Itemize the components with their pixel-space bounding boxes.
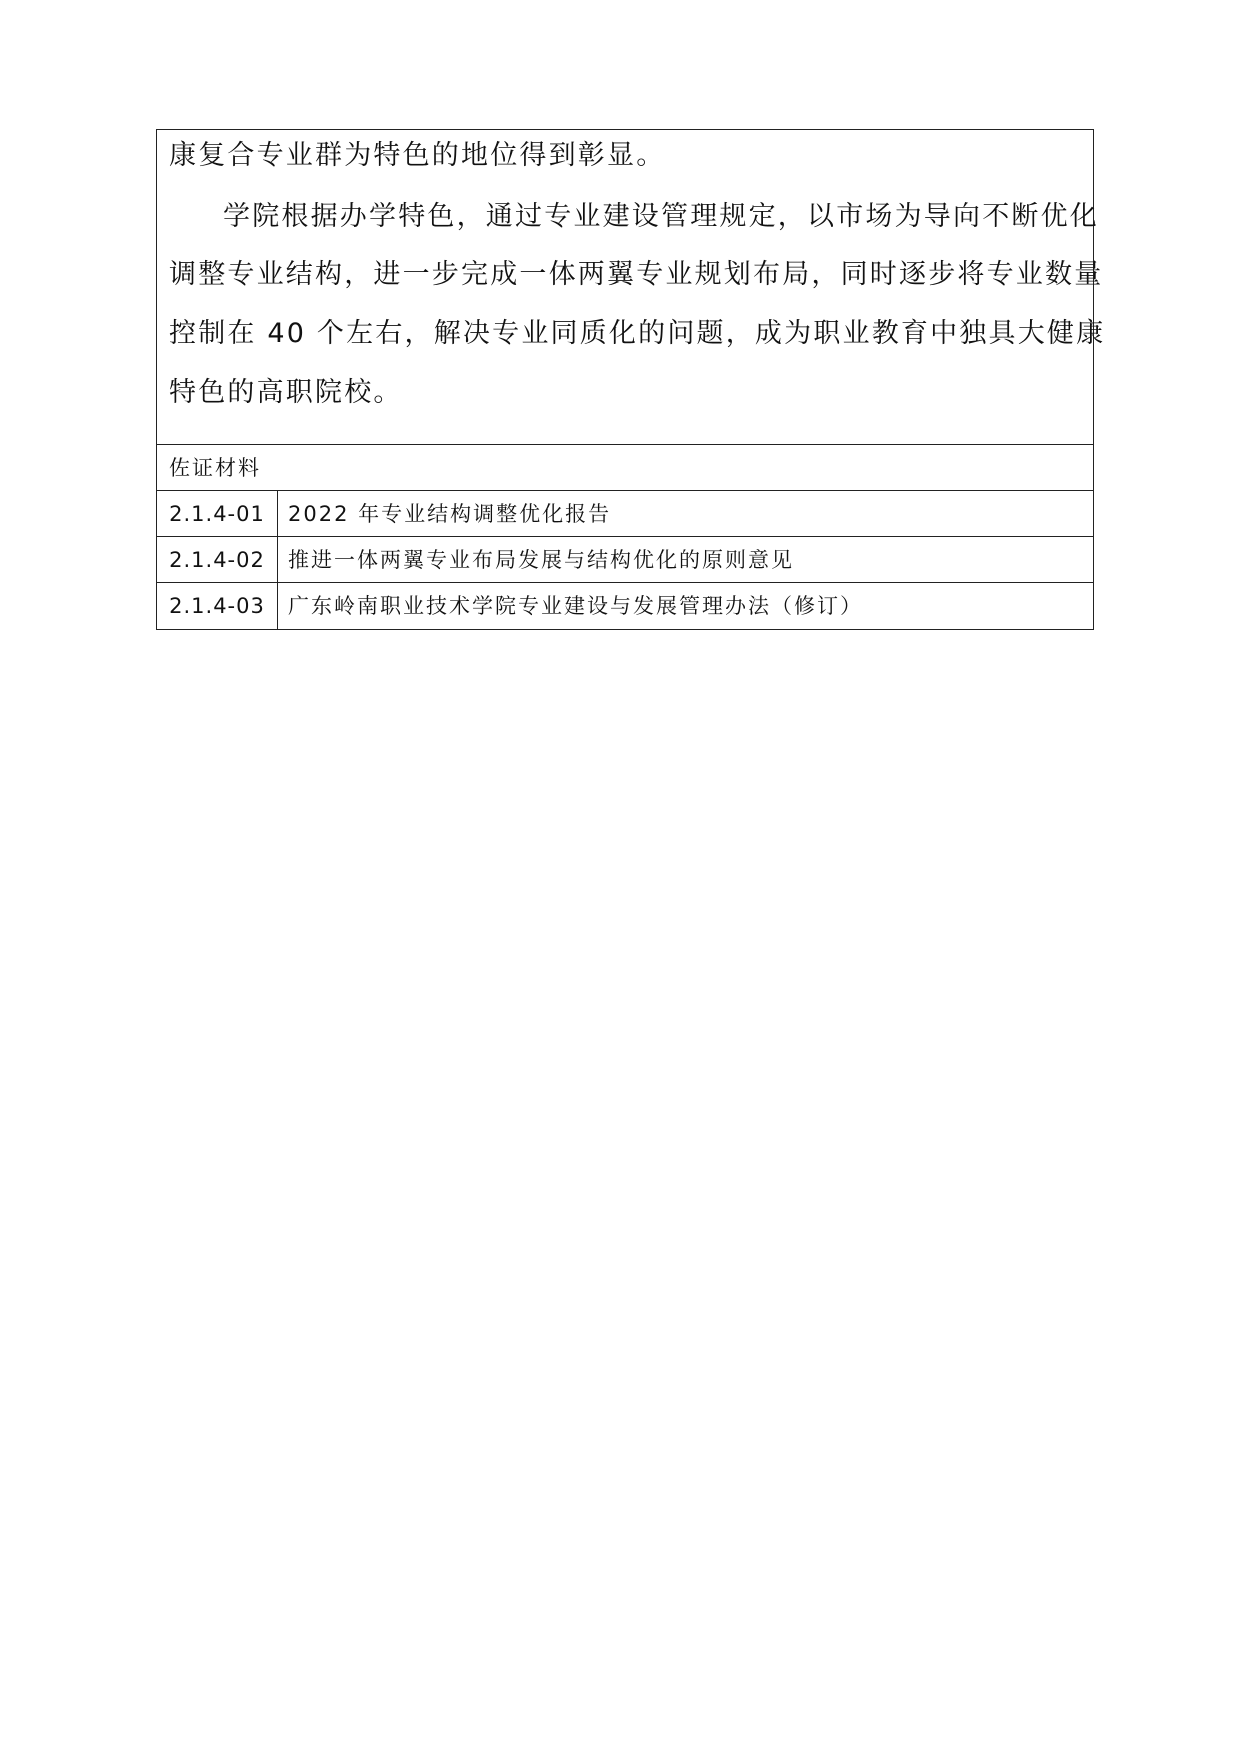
evidence-title: 推进一体两翼专业布局发展与结构优化的原则意见 xyxy=(288,548,794,572)
evidence-code: 2.1.4-02 xyxy=(157,537,278,582)
narrative-line: 特色的高职院校。 xyxy=(169,377,403,408)
evidence-code: 2.1.4-01 xyxy=(157,491,278,536)
document-table xyxy=(156,129,1106,630)
evidence-row xyxy=(157,491,1093,537)
evidence-row xyxy=(157,583,1093,629)
narrative-line: 学院根据办学特色，通过专业建设管理规定，以市场为导向不断优化 xyxy=(223,201,1099,232)
evidence-title: 2022 年专业结构调整优化报告 xyxy=(288,502,612,526)
narrative-line: 康复合专业群为特色的地位得到彰显。 xyxy=(169,140,666,171)
evidence-title: 广东岭南职业技术学院专业建设与发展管理办法（修订） xyxy=(288,594,863,618)
evidence-header: 佐证材料 xyxy=(157,445,1093,491)
narrative-cell xyxy=(157,130,1106,445)
narrative-line: 控制在 40 个左右，解决专业同质化的问题，成为职业教育中独具大健康 xyxy=(169,318,1106,349)
evidence-code: 2.1.4-03 xyxy=(157,583,278,629)
evidence-row xyxy=(157,537,1093,583)
narrative-line: 调整专业结构，进一步完成一体两翼专业规划布局，同时逐步将专业数量 xyxy=(169,259,1104,290)
